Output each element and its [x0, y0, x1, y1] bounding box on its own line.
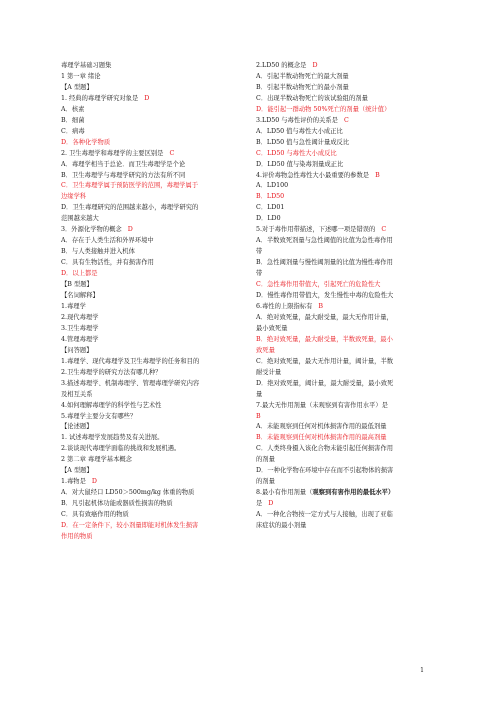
- text-line: [61, 160, 229, 171]
- line-text: D．LD50 值与染毒剂量成正比: [256, 160, 344, 168]
- line-text: C．具有生物活性，并有损害作用: [61, 259, 154, 267]
- line-text: 量: [256, 390, 263, 398]
- text-line: [256, 127, 426, 138]
- text-line: [61, 488, 229, 499]
- line-text: 耐受计量: [256, 368, 282, 376]
- bold-text: 观察到有害作用的最低水平）: [312, 489, 395, 497]
- text-line: [256, 61, 426, 72]
- text-line: [256, 477, 426, 488]
- text-line: [256, 258, 426, 269]
- text-line: [61, 247, 229, 258]
- text-line: [61, 94, 229, 105]
- line-text: A．未能观察到任何对机体损害作用的最低剂量: [256, 423, 387, 431]
- line-text: C．人类终身摄入该化合物未能引起任何损害作用: [256, 445, 394, 453]
- text-line: [61, 203, 229, 214]
- line-text: A．对大鼠经口 LD50＞500mg/kg 体重的物质: [61, 489, 195, 497]
- line-text: A．毒理学相当于总论．而卫生毒理学是个论: [61, 160, 186, 168]
- text-line: [61, 379, 229, 390]
- line-text: B: [256, 412, 261, 420]
- line-text: 带: [256, 248, 263, 256]
- text-line: [61, 346, 229, 357]
- line-text: A．核素: [61, 105, 85, 113]
- line-text: 3.描述毒理学、机制毒理学、管理毒理学研究内容: [61, 379, 200, 387]
- text-line: [61, 225, 229, 236]
- text-line: [256, 521, 426, 532]
- line-text: 2 第二章 毒理学基本概念: [61, 456, 132, 464]
- text-line: [256, 379, 426, 390]
- text-line: [256, 280, 426, 291]
- line-text: 毒理学基础习题集: [61, 62, 112, 69]
- text-line: [61, 466, 229, 477]
- text-line: [256, 181, 426, 192]
- line-text: 的剂量: [256, 478, 275, 486]
- line-text: 2.谈谈现代毒理学面临的挑战和发展机遇。: [61, 445, 181, 453]
- line-text: B．凡引起机体功能或器质性损害的物质: [61, 500, 173, 508]
- text-line: [256, 313, 426, 324]
- text-line: [256, 160, 426, 171]
- line-text: 作用的物质: [61, 532, 93, 540]
- text-line: [61, 477, 229, 488]
- text-line: [61, 357, 229, 368]
- answer-label: B: [375, 171, 380, 179]
- text-line: [256, 357, 426, 368]
- text-line: [256, 433, 426, 444]
- text-line: [61, 116, 229, 127]
- text-line: [256, 149, 426, 160]
- line-text: 致死量: [256, 346, 275, 354]
- text-line: [61, 412, 229, 423]
- line-text: A．LD100: [256, 182, 289, 190]
- line-text: 【问答题】: [61, 346, 93, 354]
- left-column: [61, 61, 229, 543]
- line-text: B．与人类接触并进入机体: [61, 248, 135, 256]
- line-text: 1.毒理学: [61, 302, 86, 310]
- text-line: [256, 203, 426, 214]
- line-text: 7.最大无作用剂量（未观察到有害作用水平）是: [256, 401, 388, 409]
- line-text: 4.评价毒物急性毒性大小最重要的参数是: [256, 171, 370, 179]
- line-text: 4.如何理解毒理学的科学性与艺术性: [61, 401, 162, 409]
- line-text: 【论述题】: [61, 423, 93, 431]
- line-text: 2.卫生毒理学的研究方法有哪几种？: [61, 368, 162, 376]
- line-text: D．以上都是: [61, 270, 98, 278]
- text-line: [61, 401, 229, 412]
- text-line: [61, 532, 229, 543]
- line-text: 床症状的最小剂量: [256, 522, 307, 530]
- text-line: [256, 138, 426, 149]
- answer-label: D: [312, 62, 318, 69]
- text-line: [61, 149, 229, 160]
- line-text: 3.卫生毒理学: [61, 324, 99, 332]
- text-line: [61, 192, 229, 203]
- line-text: A．绝对致死量，最大耐受量，最大无作用计量，: [256, 313, 393, 321]
- text-line: [61, 433, 229, 444]
- text-line: [256, 422, 426, 433]
- page-number: 1: [420, 667, 424, 674]
- text-line: [256, 302, 426, 313]
- text-line: [61, 422, 229, 433]
- line-text: B．急性阈剂量与慢性阈剂量的比值为慢性毒作用: [256, 259, 393, 267]
- text-line: [256, 324, 426, 335]
- line-text: C．绝对致死量，最大无作用计量，阈计量，半数: [256, 357, 394, 365]
- line-text: D．各种化学物质: [61, 138, 111, 146]
- line-text: 是: [256, 500, 263, 508]
- line-text: C．具有致癌作用的物质: [61, 511, 129, 519]
- line-text: 8.最小有作用剂量（: [256, 489, 313, 497]
- line-text: B．卫生毒理学与毒理学研究的方法有所不同: [61, 171, 186, 179]
- text-line: [61, 510, 229, 521]
- text-line: [256, 83, 426, 94]
- line-text: B．未能观察到任何对机体损害作用的最高剂量: [256, 434, 387, 442]
- line-text: 1. 试述毒理学发展趋势及有关进展。: [61, 434, 164, 442]
- line-text: B．细菌: [61, 116, 85, 124]
- text-line: [61, 269, 229, 280]
- line-text: A．一种化合物按一定方式与人接触，出现了亚临: [256, 511, 393, 519]
- text-line: [61, 214, 229, 225]
- text-line: [61, 335, 229, 346]
- line-text: 1 第一章 绪论: [61, 72, 101, 80]
- line-text: 最小致死量: [256, 324, 288, 332]
- text-line: [256, 412, 426, 423]
- text-line: [61, 138, 229, 149]
- line-text: D．LD0: [256, 215, 281, 223]
- line-text: D．在一定条件下，较小剂量即能对机体发生损害: [61, 522, 199, 530]
- text-line: [256, 247, 426, 258]
- line-text: 1.毒理学、现代毒理学及卫生毒理学的任务和目的: [61, 357, 200, 365]
- answer-label: D: [144, 94, 150, 102]
- line-text: C．LD50 与毒性大小成反比: [256, 149, 337, 157]
- text-line: [61, 236, 229, 247]
- text-line: [61, 83, 229, 94]
- line-text: 3.LD50 与毒性评价的关系是: [256, 116, 338, 124]
- text-line: [61, 291, 229, 302]
- text-line: [61, 302, 229, 313]
- text-line: [61, 171, 229, 182]
- text-line: [256, 455, 426, 466]
- text-line: [61, 390, 229, 401]
- line-text: B．引起半数动物死亡的最小剂量: [256, 83, 349, 91]
- line-text: A．存在于人类生活和外界环境中: [61, 237, 154, 245]
- line-text: 【A 型题】: [61, 83, 93, 91]
- text-line: [256, 444, 426, 455]
- line-text: D．慢性毒作用带值大，发生慢性中毒的危险性大: [256, 292, 394, 300]
- line-text: 【A 型题】: [61, 467, 93, 475]
- line-text: C．出现半数动物死亡的该试验组的剂量: [256, 94, 368, 102]
- line-text: 5.对于毒作用带描述，下述哪一项是错误的: [256, 226, 376, 234]
- line-text: 5.毒理学主要分支有哪些？: [61, 412, 137, 420]
- line-text: A．LD50 值与毒性大小成正比: [256, 127, 343, 135]
- line-text: B．LD50 值与急性阈计量成反比: [256, 138, 350, 146]
- line-text: 4.管理毒理学: [61, 335, 99, 343]
- text-line: [61, 61, 229, 72]
- text-line: [256, 346, 426, 357]
- text-line: [61, 368, 229, 379]
- text-line: [256, 335, 426, 346]
- text-line: [256, 116, 426, 127]
- text-line: [256, 214, 426, 225]
- text-line: [256, 72, 426, 83]
- text-line: [61, 499, 229, 510]
- text-line: [256, 236, 426, 247]
- text-line: [61, 181, 229, 192]
- line-text: C．LD01: [256, 204, 285, 212]
- text-line: [256, 269, 426, 280]
- text-line: [256, 291, 426, 302]
- text-line: [61, 280, 229, 291]
- text-line: [61, 105, 229, 116]
- text-line: [61, 72, 229, 83]
- text-line: [61, 455, 229, 466]
- line-text: C．急性毒作用带值大，引起死亡的危险性大: [256, 281, 381, 289]
- text-line: [61, 324, 229, 335]
- line-text: 边缘学科: [61, 193, 87, 201]
- line-text: B．LD50: [256, 193, 285, 201]
- text-line: [256, 390, 426, 401]
- line-text: 的剂量: [256, 456, 275, 464]
- line-text: 6.毒性的上限指标有: [256, 302, 313, 310]
- line-text: 1.毒物是: [61, 478, 86, 486]
- line-text: A．半数致死剂量与急性阈值的比值为急性毒作用: [256, 237, 393, 245]
- text-line: [256, 368, 426, 379]
- answer-label: C: [343, 116, 349, 124]
- line-text: 2. 卫生毒理学和毒理学的主要区别是: [61, 149, 164, 157]
- line-text: A．引起半数动物死亡的最大剂量: [256, 72, 349, 80]
- text-line: [256, 510, 426, 521]
- answer-label: C: [169, 149, 175, 157]
- answer-label: C: [381, 226, 387, 234]
- line-text: 3．外源化学物的概念: [61, 226, 122, 234]
- answer-label: D: [91, 478, 97, 486]
- right-column: [256, 61, 426, 532]
- text-line: [61, 521, 229, 532]
- answer-label: D: [268, 500, 274, 508]
- line-text: 【名词解释】: [61, 292, 99, 300]
- line-text: 2.现代毒理学: [61, 313, 99, 321]
- line-text: 1. 经典的毒理学研究对象是: [61, 94, 139, 102]
- text-line: [61, 127, 229, 138]
- line-text: D．能引起一群动物 50%死亡的剂量（统计值）: [256, 105, 391, 113]
- line-text: 范围越来越大: [61, 215, 99, 223]
- line-text: C．病毒: [61, 127, 85, 135]
- line-text: D．卫生毒理研究的范围越来越小，毒理学研究的: [61, 204, 199, 212]
- line-text: B．绝对致死量，最大耐受量，半数致死量，最小: [256, 335, 393, 343]
- text-line: [256, 401, 426, 412]
- line-text: 2.LD50 的概念是: [256, 62, 307, 69]
- text-line: [256, 94, 426, 105]
- line-text: 带: [256, 270, 263, 278]
- line-text: D．一种化学物在环境中存在而不引起物体的损害: [256, 467, 394, 475]
- text-line: [256, 466, 426, 477]
- text-line: [61, 258, 229, 269]
- answer-label: D: [127, 226, 133, 234]
- text-line: [61, 313, 229, 324]
- line-text: D．绝对致死量，阈计量，最大耐受量，最小致死: [256, 379, 394, 387]
- line-text: C．卫生毒理学属于预防医学的范围，毒理学属于: [61, 182, 199, 190]
- text-line: [256, 171, 426, 182]
- text-line: [256, 225, 426, 236]
- text-line: [256, 488, 426, 499]
- text-line: [256, 499, 426, 510]
- line-text: 及相互关系: [61, 390, 93, 398]
- text-line: [61, 444, 229, 455]
- answer-label: B: [318, 302, 324, 310]
- text-line: [256, 192, 426, 203]
- line-text: 【B 型题】: [61, 281, 93, 289]
- text-line: [256, 105, 426, 116]
